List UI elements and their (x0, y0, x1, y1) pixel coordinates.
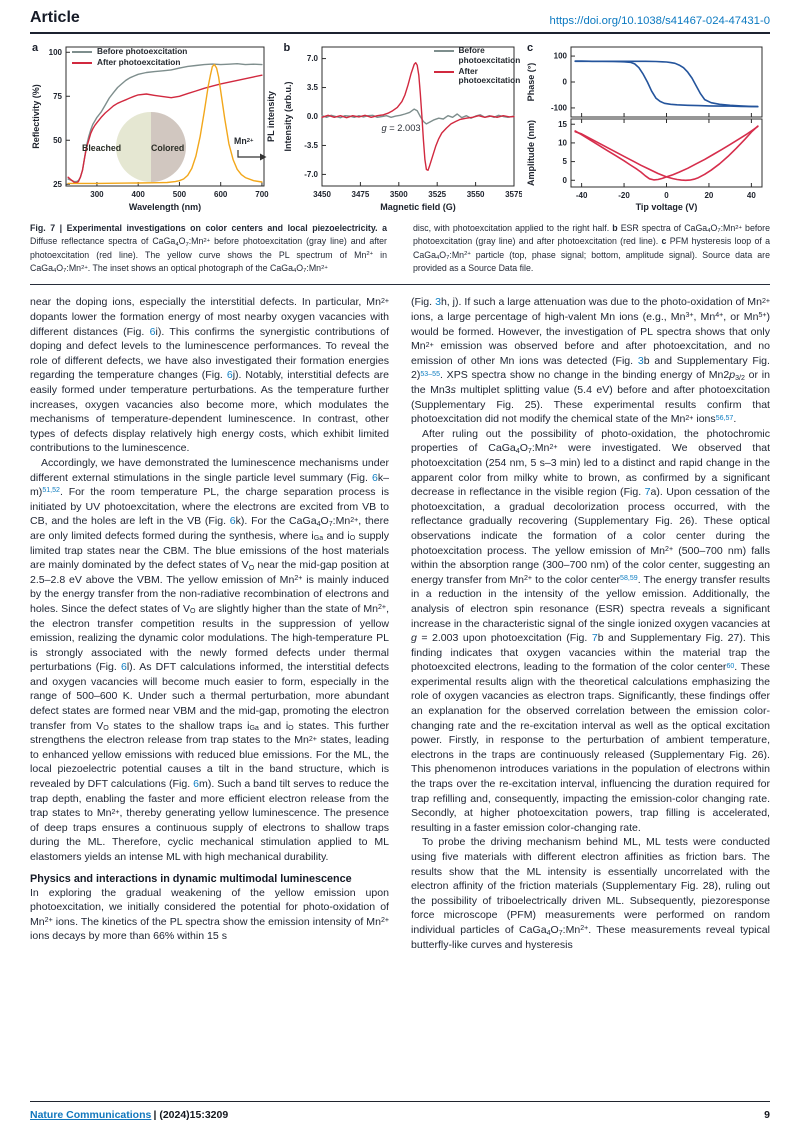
text-run: g (381, 123, 387, 133)
body-left-column (30, 295, 389, 952)
svg-text:3450: 3450 (312, 190, 331, 199)
text-run: 2+ (366, 251, 374, 258)
svg-text:400: 400 (131, 190, 145, 199)
text-run: O (190, 608, 196, 616)
paragraph: (Fig. 3h, j). If such a large attenuation was due to the photo-oxidation of $Mn^{2+}$ ions, a large percentage of high-valent Mn ions (e.g., $Mn^{3+}$, $Mn^{4+}$, or $Mn^{5+}$) would be formed. However, the investigation of PL spectra shows that only $Mn^{2+}$ emission was observed before and after photoexcitation, and no emission of other Mn ions was detected (Fig. 3b and Supplementary Fig. 2)$^{53-55}$. XPS spectra show no change in the binding energy of Mn2p3/2 or in the Mn3s multiplet splitting value (5.4 eV) before and after photoexcitation (Supplementary Fig. 25). These experimental results confirm that photoexcitation did not modify the chemical state of the $Mn^{2+}$ ions$^{56,57}$. (411, 296, 770, 426)
text-run: Ga (249, 725, 259, 733)
ref-link[interactable]: 60 (726, 662, 735, 670)
text-run: 7 (328, 520, 333, 528)
text-run: 2+ (665, 545, 674, 553)
svg-text:Reflectivity (%): Reflectivity (%) (31, 84, 41, 149)
text-run: 4 (515, 447, 520, 455)
legend-item (434, 65, 521, 87)
panel-letter-a: a (32, 42, 39, 54)
right-arrow-icon (236, 149, 268, 162)
footer-citation (30, 1109, 228, 1121)
svg-text:Phase (°): Phase (°) (526, 62, 536, 102)
paragraph: near the doping ions, especially the interstitial defects. In particular, $Mn^{2+}$ dopants lower the formation energy of most nearby oxygen vacancies with different distances (Fig. 6i). This confirms the synergistic contributions of doping and defect levels to the luminescence performances. To reveal the role of different defects, we have also investigated their formation energies regarding the temperature changes (Fig. 6j). Notably, interstitial defects are easily formed under temperature perturbations. As the temperature further increases, oxygen vacancies also become more, which modulates the mechanisms of temperature-dependent luminescence. In contrast, other types of defects display relatively high energy costs, which exhibit limited contributions to the luminescence. (30, 296, 390, 455)
text-run: O (103, 725, 109, 733)
inset-label-colored: Colored (151, 143, 185, 153)
text-run: 2+ (464, 251, 471, 258)
svg-text:-7.0: -7.0 (303, 170, 318, 180)
svg-text:3500: 3500 (389, 190, 408, 199)
text-run: 2+ (203, 238, 211, 245)
text-run: Fig. 7 | Experimental investigations on color centers and local piezoelectricity. a (30, 223, 387, 233)
text-run: 2+ (380, 917, 389, 925)
text-run: 2+ (580, 925, 589, 933)
svg-text:100: 100 (553, 51, 567, 61)
svg-text:10: 10 (558, 138, 567, 148)
svg-text:Wavelength (nm): Wavelength (nm) (128, 202, 202, 212)
legend-label: After photoexcitation (97, 56, 181, 67)
legend-item (434, 45, 521, 66)
legend-label: After photoexcitation (458, 65, 521, 86)
text-run: Ga (313, 535, 324, 543)
issue-label: | (2024)15:3209 (151, 1109, 229, 1121)
svg-text:500: 500 (172, 190, 187, 199)
svg-text:3550: 3550 (466, 190, 484, 199)
text-run: 7 (185, 241, 189, 248)
legend-label: Before photoexcitation (458, 45, 521, 65)
ref-link[interactable]: 6 (193, 778, 200, 791)
panel-a-legend (72, 47, 187, 69)
page-header (30, 0, 770, 27)
legend-line-swatch (434, 50, 454, 52)
svg-text:-3.5: -3.5 (303, 141, 318, 151)
text-run: 7 (717, 228, 721, 235)
svg-text:3475: 3475 (351, 190, 369, 199)
ref-link[interactable]: 58,59 (620, 575, 638, 583)
text-run: 2+ (308, 735, 317, 743)
svg-text:15: 15 (558, 119, 567, 129)
text-run: 2+ (81, 264, 88, 271)
ref-link[interactable]: 7 (644, 486, 651, 499)
ref-link[interactable]: 56,57 (715, 414, 734, 422)
panel-b-legend (434, 45, 521, 87)
article-label: Article (30, 9, 80, 26)
svg-text:75: 75 (53, 91, 62, 101)
text-run: 2+ (44, 917, 53, 925)
ref-link[interactable]: 6 (229, 515, 236, 528)
svg-text:300: 300 (90, 190, 104, 199)
text-run: 2+ (378, 604, 387, 612)
svg-text:0: 0 (562, 77, 567, 87)
inset-label-bleached: Bleached (82, 143, 122, 153)
text-run: 4 (316, 520, 321, 528)
ref-link[interactable]: 7 (591, 632, 598, 645)
text-run: 2+ (294, 575, 303, 583)
panel-letter-c: c (527, 42, 534, 54)
paragraph: After ruling out the possibility of photo-oxidation, the photochromic properties of $CaGa4O7:Mn^{2+}$ were investigated. We observed that photoexcitation (254 nm, 5 s–3 min) led to a distinct and rapid change in the apparent color from milky white to brown, as confirmed by a significant decrease in reflectance in the visible region (Fig. 7a). Upon cessation of the photoexcitation, a gradual decolorization process occurred, with the reflectance gradually recovering (Supplementary Fig. 26). These optical observations indicate the formation of a color center during the photoexcitation process. The yellow emission of $Mn^{2+}$ (500–700 nm) falls within the absorption range (300–700 nm) of the color center, suggesting an energy transfer from $Mn^{2+}$ to the color center$^{58,59}$. The energy transfer results in a reduction in the intensity of the yellow emission. Additionally, the analysis of electron spin resonance (ESR) spectra reveals a significant increase in the characteristic signal of the single ionized oxygen vacancies at g = 2.003 upon photoexcitation (Fig. 7b and Supplementary Fig. 27). This finding indicates that oxygen vacancies within the material trap the photoexcited electrons, leading to the formation of the color center$^{60}$. These experimental results align with the theoretical calculations emphasizing the role of oxygen vacancies as electron traps. Significantly, these findings offer an explanation for the observed correlation between the emission color-changing rate and the re-excitation interval as well as the optical excitation power. Firstly, in response to the perturbation of ambient temperature, electrons in the traps are continuously released (Supplementary Fig. 26). This phenomenon introduces variations in the population of electrons within the traps over the re-excitation interval, influencing the duration required for trap refilling and, consequently, impacting the emission-color changing rate. Secondly, at higher photoexcitation powers, trap filling is accelerated, resulting in a faster emission color-changing rate. (411, 427, 771, 834)
text-run: 3+ (685, 312, 694, 320)
text-run: 4 (293, 268, 297, 275)
figure-panel-c (525, 42, 770, 214)
svg-text:Magnetic field (G): Magnetic field (G) (379, 202, 456, 212)
caption-left-column: Fig. 7 | Experimental investigations on color centers and local piezoelectricity. a Diffuse reflectance spectra of $CaGa4O7:Mn^{2+}$ before photoexcitation (gray line) and after photoexcitation (red line). The yellow curve shows the PL spectrum of $Mn^{2+}$ in $CaGa4O7:Mn^{2+}$. The inset shows an optical photograph of the $CaGa4O7:Mn^{2+}$ (30, 223, 387, 275)
svg-text:3575: 3575 (504, 190, 522, 199)
figure-panel-b (282, 42, 522, 214)
legend-line-swatch (72, 62, 92, 64)
figure-7 (30, 42, 770, 214)
legend-item (72, 47, 187, 57)
page-number: 9 (764, 1109, 770, 1121)
text-run: O (349, 535, 356, 543)
text-run: 2+ (350, 516, 359, 524)
page-footer (30, 1101, 770, 1121)
journal-link[interactable]: Nature Communications (30, 1109, 152, 1121)
ref-link[interactable]: 3 (637, 354, 644, 367)
mn-ion-label: $Mn^{2+}$ (234, 136, 254, 146)
svg-text:0.0: 0.0 (306, 112, 318, 122)
text-run: 5+ (758, 312, 767, 320)
svg-text:PL intensity: PL intensity (266, 91, 276, 142)
body-right-column (411, 295, 770, 952)
text-run: c (661, 236, 667, 247)
ref-link[interactable]: 53–55 (420, 370, 440, 378)
ref-link[interactable]: 3 (435, 296, 441, 309)
text-run: 7 (303, 268, 307, 275)
text-run: 3/2 (735, 374, 745, 382)
text-run: p (729, 369, 736, 382)
svg-text:20: 20 (704, 191, 714, 200)
header-rule (30, 32, 770, 34)
paragraph: Accordingly, we have demonstrated the luminescence mechanisms under different external stimulations in the single particle level summary (Fig. 6k–m)$^{51,52}$. For the room temperature PL, the charge separation process is initiated by UV photoexcitation, where the electrons are excited from VB to CB, and the holes are left in the VB (Fig. 6k). For the $CaGa4O7:Mn^{2+}$, there are only limited defects formed during the synthesis, where iGa and iO supply limited trap states near the CBM. The blue emissions of the host materials are mainly dominated by the defect states of VO near the mid-gap position at 2.5–2.8 eV above the VBM. The yellow emission of $Mn^{2+}$ is mainly induced by the energy transfer from the non-radiative recombination of electrons and holes. Since the defect states of VO are slightly higher than the state of $Mn^{2+}$, the electron transfer competition results in the suppression of yellow emission, realizing the dynamic color modulations. The high-temperature PL is strongly associated with the newly formed defects under thermal perturbations (Fig. 6l). As DFT calculations informed, the interstitial defects and oxygen vacancies will become much easier to form, especially in the range of 500–600 K. Under such a thermal perturbation, more abundant defect states are formed near VBM and the mid-gap, promoting the electron transfer from VO states to the shallow traps iGa and iO states. This further strengthens the electron release from trap states to the $Mn^{2+}$ states, leading to enhanced yellow emissions with reduced blue emissions. For the ML, the local piezoelectric potential causes a tilt in the band structure, which is revealed by DFT calculations (Fig. 6m). Such a band tilt serves to reduce the trap depth, enabling the faster and more efficient electron release from the trap states to $Mn^{2+}$, thereby generating yellow luminescence. The presence of deep traps ensures a continuous supply of electrons to shallow traps during the ML. Therefore, cyclic mechanical stimulation applied to ML elastomers yields an intense ML with high mechanical durability. (30, 456, 390, 863)
panel-letter-b: b (283, 42, 291, 54)
g-factor-annotation: g = 2.003 (381, 123, 421, 133)
svg-text:0: 0 (562, 175, 567, 185)
legend-line-swatch (72, 51, 92, 53)
text-run: 2+ (246, 137, 254, 144)
caption-rule (30, 284, 770, 285)
text-run: 2+ (111, 808, 120, 816)
text-run: 2+ (761, 297, 770, 305)
text-run: 2+ (685, 414, 694, 422)
legend-label: Before photoexcitation (97, 46, 188, 56)
svg-text:600: 600 (214, 190, 228, 199)
section-heading: Physics and interactions in dynamic multimodal luminescence (30, 872, 352, 885)
text-run: 4 (52, 268, 57, 275)
svg-text:-100: -100 (550, 103, 567, 113)
text-run: b (612, 223, 618, 233)
text-run: 7 (527, 447, 532, 455)
svg-text:40: 40 (746, 191, 756, 200)
text-run: 2+ (425, 341, 434, 349)
text-run: 2+ (321, 264, 328, 271)
text-run: O (248, 564, 255, 572)
ref-link[interactable]: 6 (120, 661, 127, 674)
text-run: 2+ (735, 224, 742, 231)
text-run: s (450, 384, 456, 396)
paragraph: In exploring the gradual weakening of the yellow emission upon photoexcitation, we initially considered the potential for photo-oxidation of $Mn^{2+}$ ions. The kinetics of the PL spectra show the emission intensity of $Mn^{2+}$ ions decays by more than 66% within 15 s (30, 886, 389, 943)
text-run: 4 (546, 929, 551, 937)
text-run: O (288, 725, 294, 733)
text-run: 4+ (715, 312, 724, 320)
legend-line-swatch (434, 71, 454, 73)
svg-text:7.0: 7.0 (306, 54, 318, 64)
caption-right-column: disc, with photoexcitation applied to the right half. b ESR spectra of $CaGa4O7:Mn^{2+}$ before photoexcitation (gray line) and after photoexcitation (red line). c PFM hysteresis loop of a $CaGa4O7:Mn^{2+}$ particle (top, phase signal; bottom, amplitude signal). Source data are provided as a Source Data file. (413, 223, 771, 274)
svg-text:100: 100 (48, 47, 62, 57)
text-run: 7 (558, 929, 563, 937)
article-body (30, 295, 770, 952)
svg-text:-40: -40 (575, 191, 588, 200)
text-run: 2+ (524, 575, 533, 583)
svg-text:5: 5 (562, 157, 567, 167)
svg-text:Amplitude (nm): Amplitude (nm) (526, 120, 536, 186)
text-run: 4 (435, 255, 440, 262)
svg-text:3.5: 3.5 (306, 83, 318, 93)
paragraph: To probe the driving mechanism behind ML, ML tests were conducted using five materials with different electron affinities as friction bars. The results show that the ML intensity is essentially uncorrelated with the electron affinity of the friction materials (Supplementary Fig. 28), ruling out the possibility of triboelectrically driven ML. Subsequently, piezoresponse force microscope (PFM) measurements were performed on random individual particles of $CaGa4O7:Mn^{2+}$. These measurements reveal typical butterfly-like curves and hysteresis (411, 836, 771, 951)
text-run: 7 (446, 255, 450, 262)
text-run: 4 (175, 241, 179, 248)
ref-link[interactable]: 6 (371, 471, 378, 484)
figure-caption (30, 222, 770, 275)
svg-text:700: 700 (255, 190, 269, 199)
pfm-amplitude-chart (525, 118, 770, 214)
svg-text:-20: -20 (618, 191, 630, 200)
svg-text:Tip voltage (V): Tip voltage (V) (635, 202, 698, 212)
legend-item (72, 58, 187, 68)
text-run: 4 (707, 228, 711, 235)
svg-text:Intensity (arb.u.): Intensity (arb.u.) (282, 81, 293, 152)
text-run: 2+ (380, 297, 389, 305)
ref-link[interactable]: 6 (149, 325, 156, 338)
text-run: 2+ (549, 443, 558, 451)
svg-text:50: 50 (53, 135, 62, 145)
svg-text:3525: 3525 (427, 190, 446, 199)
text-run: g (411, 632, 417, 645)
ref-link[interactable]: 6 (226, 369, 233, 382)
svg-text:25: 25 (53, 179, 62, 189)
ref-link[interactable]: 51,52 (42, 487, 60, 495)
pfm-phase-chart (525, 42, 770, 118)
text-run: 7 (63, 268, 67, 275)
svg-text:0: 0 (664, 191, 669, 200)
figure-panel-a (30, 42, 278, 214)
doi-link[interactable]: https://doi.org/10.1038/s41467-024-47431-0 (549, 15, 770, 27)
